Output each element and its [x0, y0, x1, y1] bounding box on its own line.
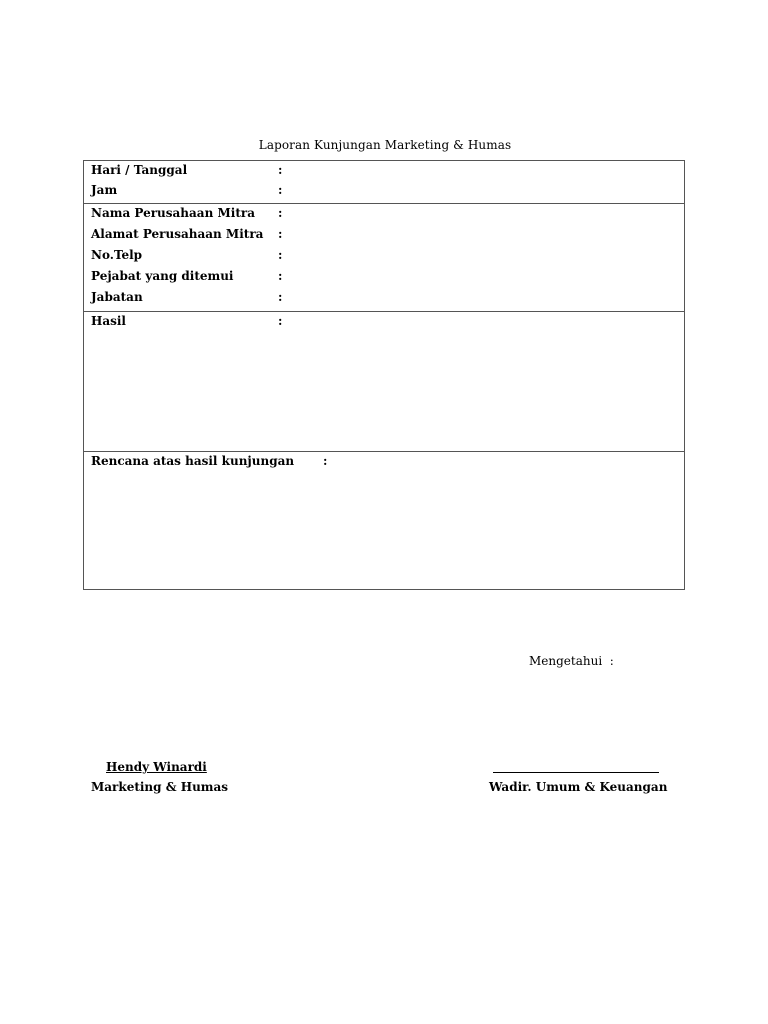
field-colon: :	[278, 183, 283, 197]
section-rencana	[84, 451, 684, 591]
section-partner-info	[84, 203, 684, 311]
field-label: Nama Perusahaan Mitra	[91, 206, 255, 220]
section-hasil	[84, 311, 684, 451]
field-label: Rencana atas hasil kunjungan	[91, 454, 295, 468]
signature-line	[493, 772, 659, 773]
field-colon: :	[278, 227, 283, 241]
field-label: Jam	[91, 183, 118, 197]
field-label: No.Telp	[91, 248, 143, 262]
field-colon: :	[278, 314, 283, 328]
field-nama-perusahaan	[91, 204, 283, 222]
field-colon: :	[278, 290, 283, 304]
field-hasil	[91, 312, 283, 330]
field-no-telp	[91, 246, 283, 264]
field-label: Hari / Tanggal	[91, 163, 188, 177]
field-colon: :	[278, 269, 283, 283]
field-label: Alamat Perusahaan Mitra	[91, 227, 264, 241]
field-label: Pejabat yang ditemui	[91, 269, 234, 283]
field-jam	[91, 181, 283, 199]
field-label: Jabatan	[91, 290, 143, 304]
section-schedule	[84, 161, 684, 203]
field-colon: :	[278, 206, 283, 220]
signer-left-name: Hendy Winardi	[106, 760, 207, 774]
signer-right-role: Wadir. Umum & Keuangan	[489, 780, 668, 794]
field-hari-tanggal	[91, 161, 283, 179]
field-colon: :	[323, 454, 328, 468]
signer-left-role: Marketing & Humas	[91, 780, 229, 794]
field-alamat-perusahaan	[91, 225, 283, 243]
field-colon: :	[278, 163, 283, 177]
mengetahui-label: Mengetahui :	[529, 654, 614, 668]
field-rencana	[91, 452, 328, 470]
field-pejabat	[91, 267, 283, 285]
field-jabatan	[91, 288, 283, 306]
visit-report-form	[83, 160, 685, 590]
field-label: Hasil	[91, 314, 126, 328]
field-colon: :	[278, 248, 283, 262]
document-title: Laporan Kunjungan Marketing & Humas	[258, 138, 512, 152]
